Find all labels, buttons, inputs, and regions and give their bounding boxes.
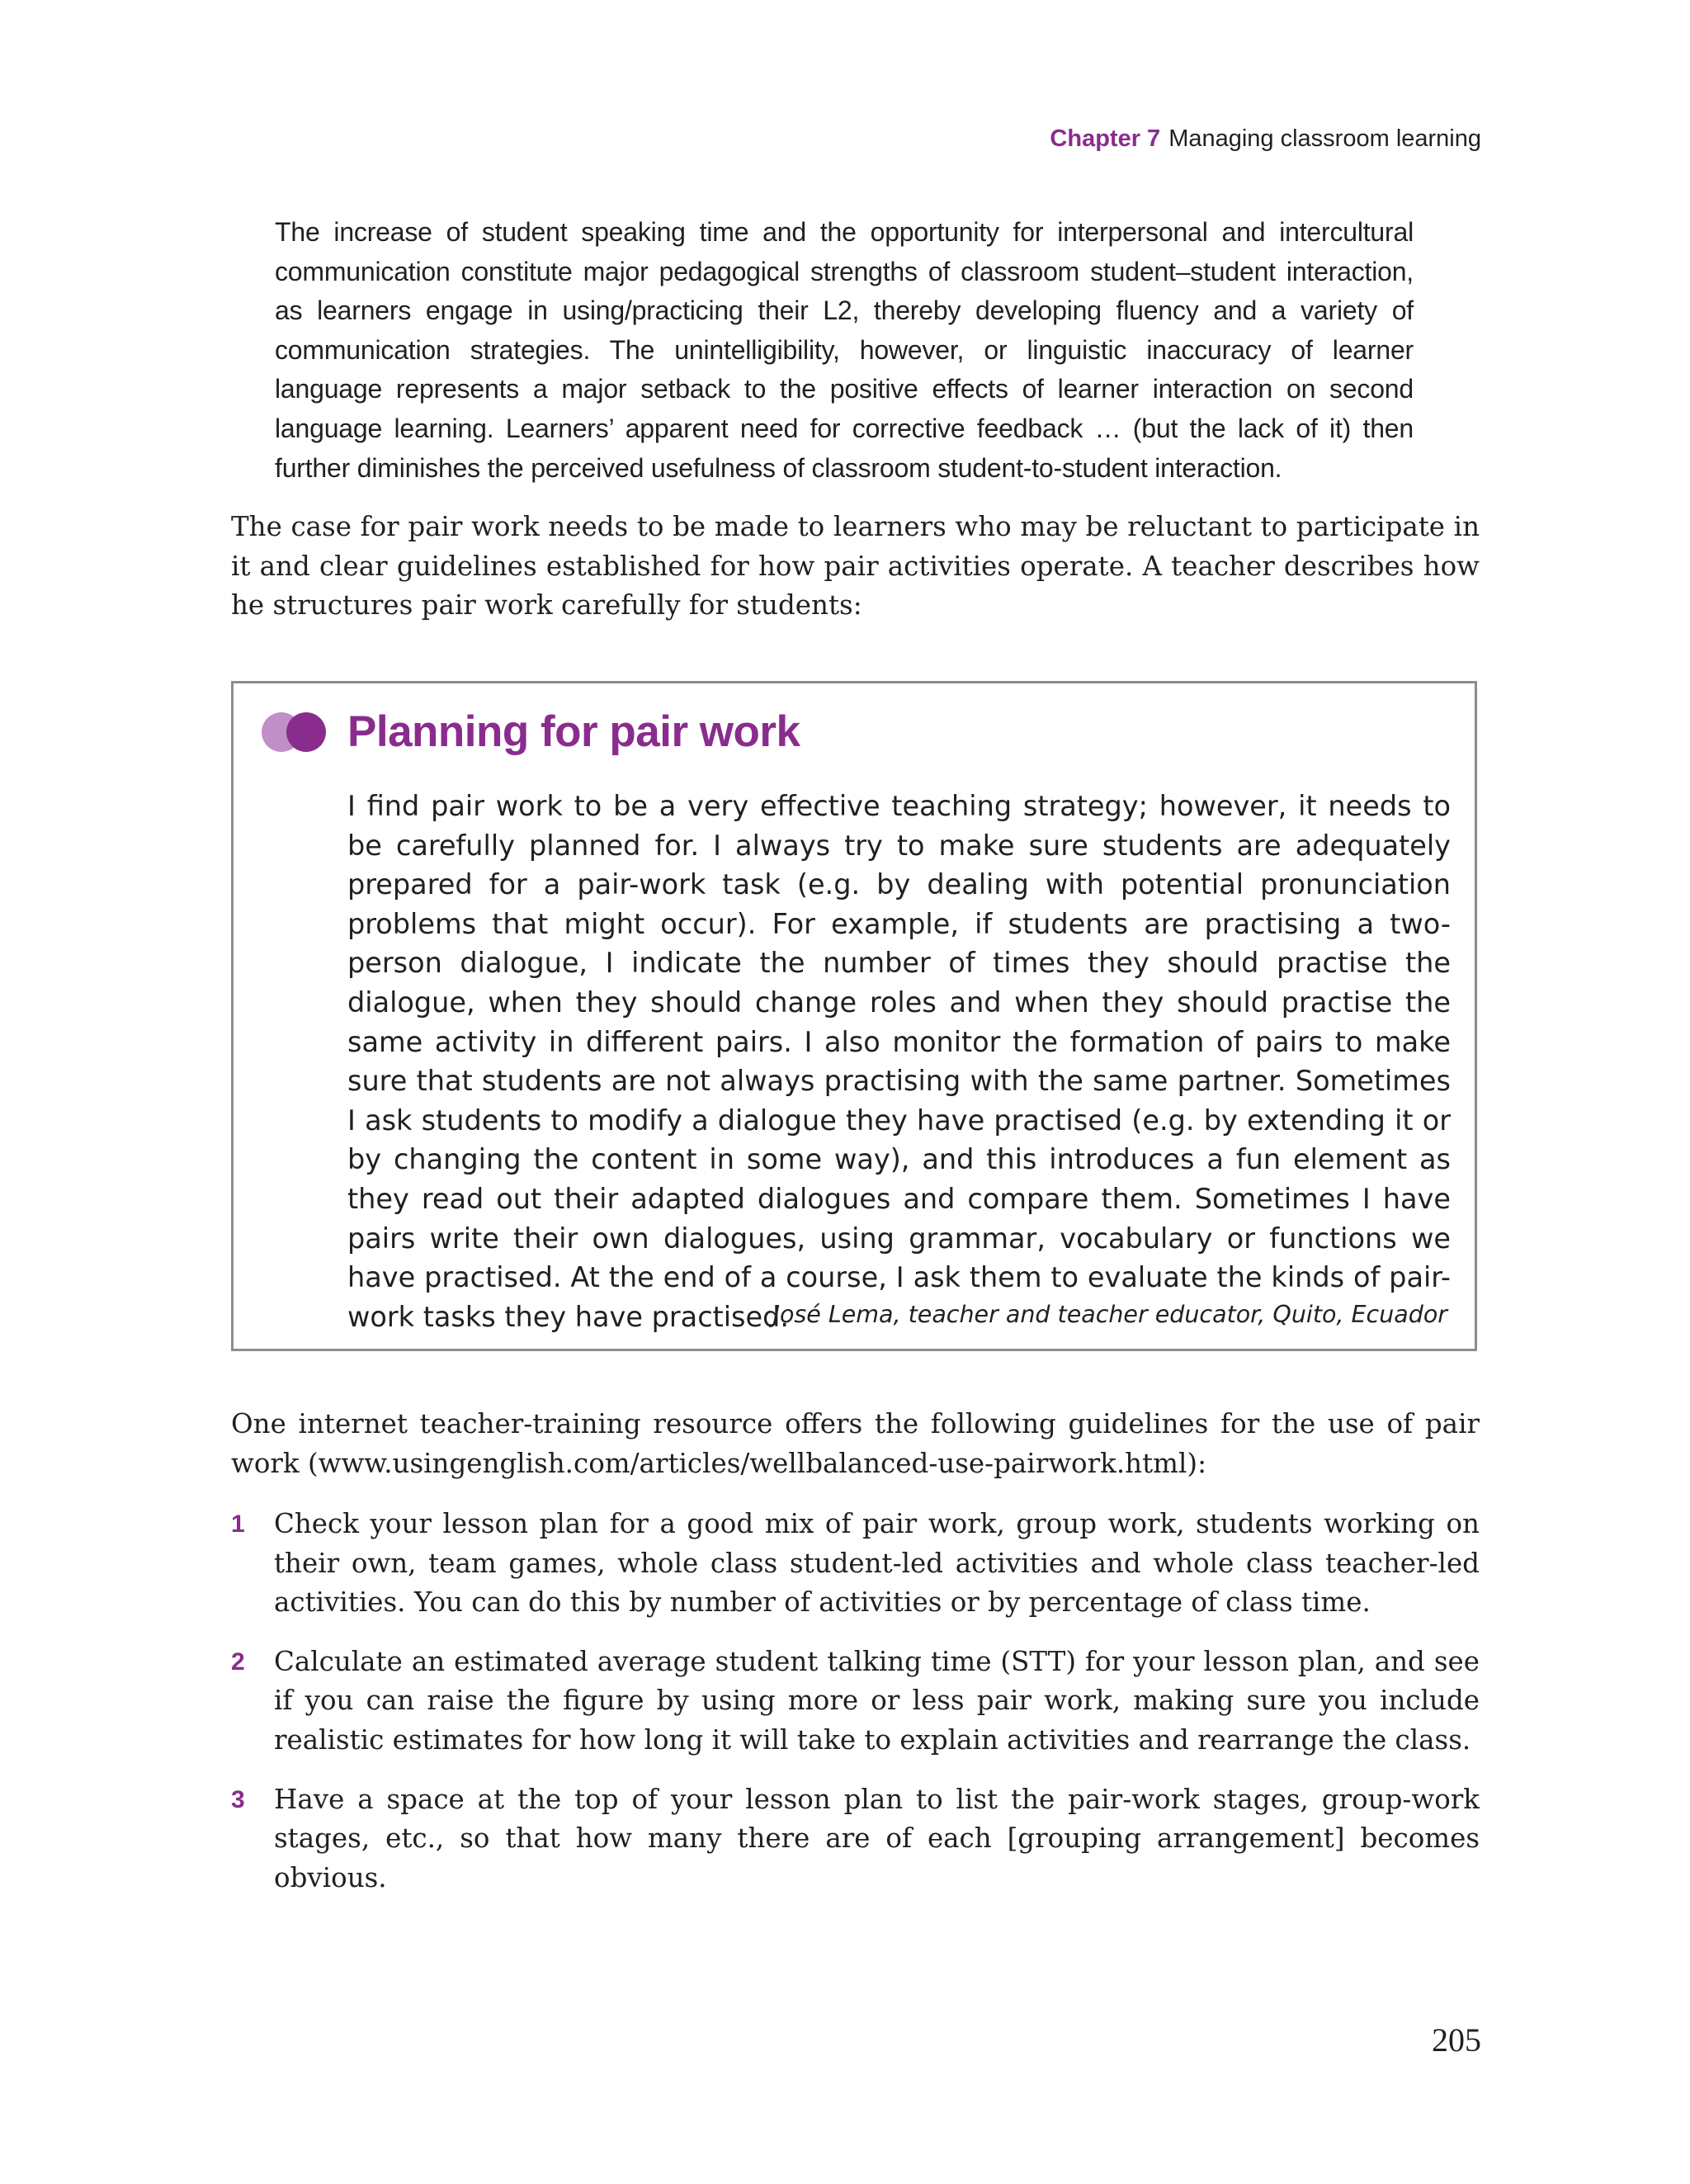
icon-circle-dark <box>286 712 326 752</box>
page-number: 205 <box>1432 2021 1481 2059</box>
body-paragraph-pair-work-case: The case for pair work needs to be made to learners who may be reluctant to participate in it and clear guidelines established for how pair activities operate. A teacher describes how he structures pair work carefully for students: <box>231 511 1480 622</box>
guidelines-list <box>231 1505 1480 1917</box>
chapter-title: Managing classroom learning <box>1168 125 1481 152</box>
list-item-number: 1 <box>231 1510 245 1538</box>
running-header <box>1050 125 1481 153</box>
feature-box-body: I find pair work to be a very effective teaching strategy; however, it needs to be carefully planned for. I always try to make sure students are adequately prepared for a pair-work task (e.g. by dealing with potential pronunciation problems that might occur). For example, if students are practising a two-person dialogue, I indicate the number of times they should practise the dialogue, when they should change roles and when they should practise the same activity in different pairs. I also monitor the formation of pairs to make sure that students are not always practising with the same partner. Sometimes I ask students to modify a dialogue they have practised (e.g. by extending it or by changing the content in some way), and this introduces a fun element as they read out their adapted dialogues and compare them. Sometimes I have pairs write their own dialogues, using grammar, vocabulary or functions we have practised. At the end of a course, I ask them to evaluate the kinds of pair-work tasks they have practised. <box>347 790 1451 1333</box>
block-quote: The increase of student speaking time and the opportunity for interpersonal and intercultural communication constitute major pedagogical strengths of classroom student–student interaction, as learners engage in using/practicing their L2, thereby developing fluency and a variety of communication strategies. The unintelligibility, however, or linguistic inaccuracy of learner language represents a major setback to the positive effects of learner interaction on second language learning. Learners’ apparent need for corrective feedback … (but the lack of it) then further diminishes the perceived usefulness of classroom student-to-student interaction. <box>275 217 1414 483</box>
body-paragraph-guidelines-intro: One internet teacher-training resource offers the following guidelines for the use of pair work (www.usingenglish.com/articles/wellbalanced-use-pairwork.html): <box>231 1408 1480 1479</box>
list-item <box>231 1643 1480 1761</box>
feature-box-planning-pair-work <box>231 681 1477 1351</box>
list-item-number: 2 <box>231 1647 245 1676</box>
chapter-label: Chapter 7 <box>1050 125 1161 152</box>
list-item-number: 3 <box>231 1785 245 1813</box>
list-item-text: Check your lesson plan for a good mix of pair work, group work, students working on their own, team games, whole class student-led activities and whole class teacher-led activities. You can do this by number of activities or by percentage of class time. <box>274 1508 1480 1619</box>
list-item-text: Have a space at the top of your lesson plan to list the pair-work stages, group-work stages, etc., so that how many there are of each [grouping arrangement] becomes obvious. <box>274 1783 1480 1893</box>
two-circles-icon <box>260 711 328 754</box>
list-item <box>231 1780 1480 1898</box>
feature-box-title: Planning for pair work <box>347 707 800 756</box>
feature-box-attribution: José Lema, teacher and teacher educator, Quito, Ecuador <box>772 1301 1447 1328</box>
list-item-text: Calculate an estimated average student talking time (STT) for your lesson plan, and see if you can raise the figure by using more or less pair work, making sure you include realistic estimates for how long it will take to explain activities and rearrange the class. <box>274 1645 1480 1756</box>
list-item <box>231 1505 1480 1623</box>
